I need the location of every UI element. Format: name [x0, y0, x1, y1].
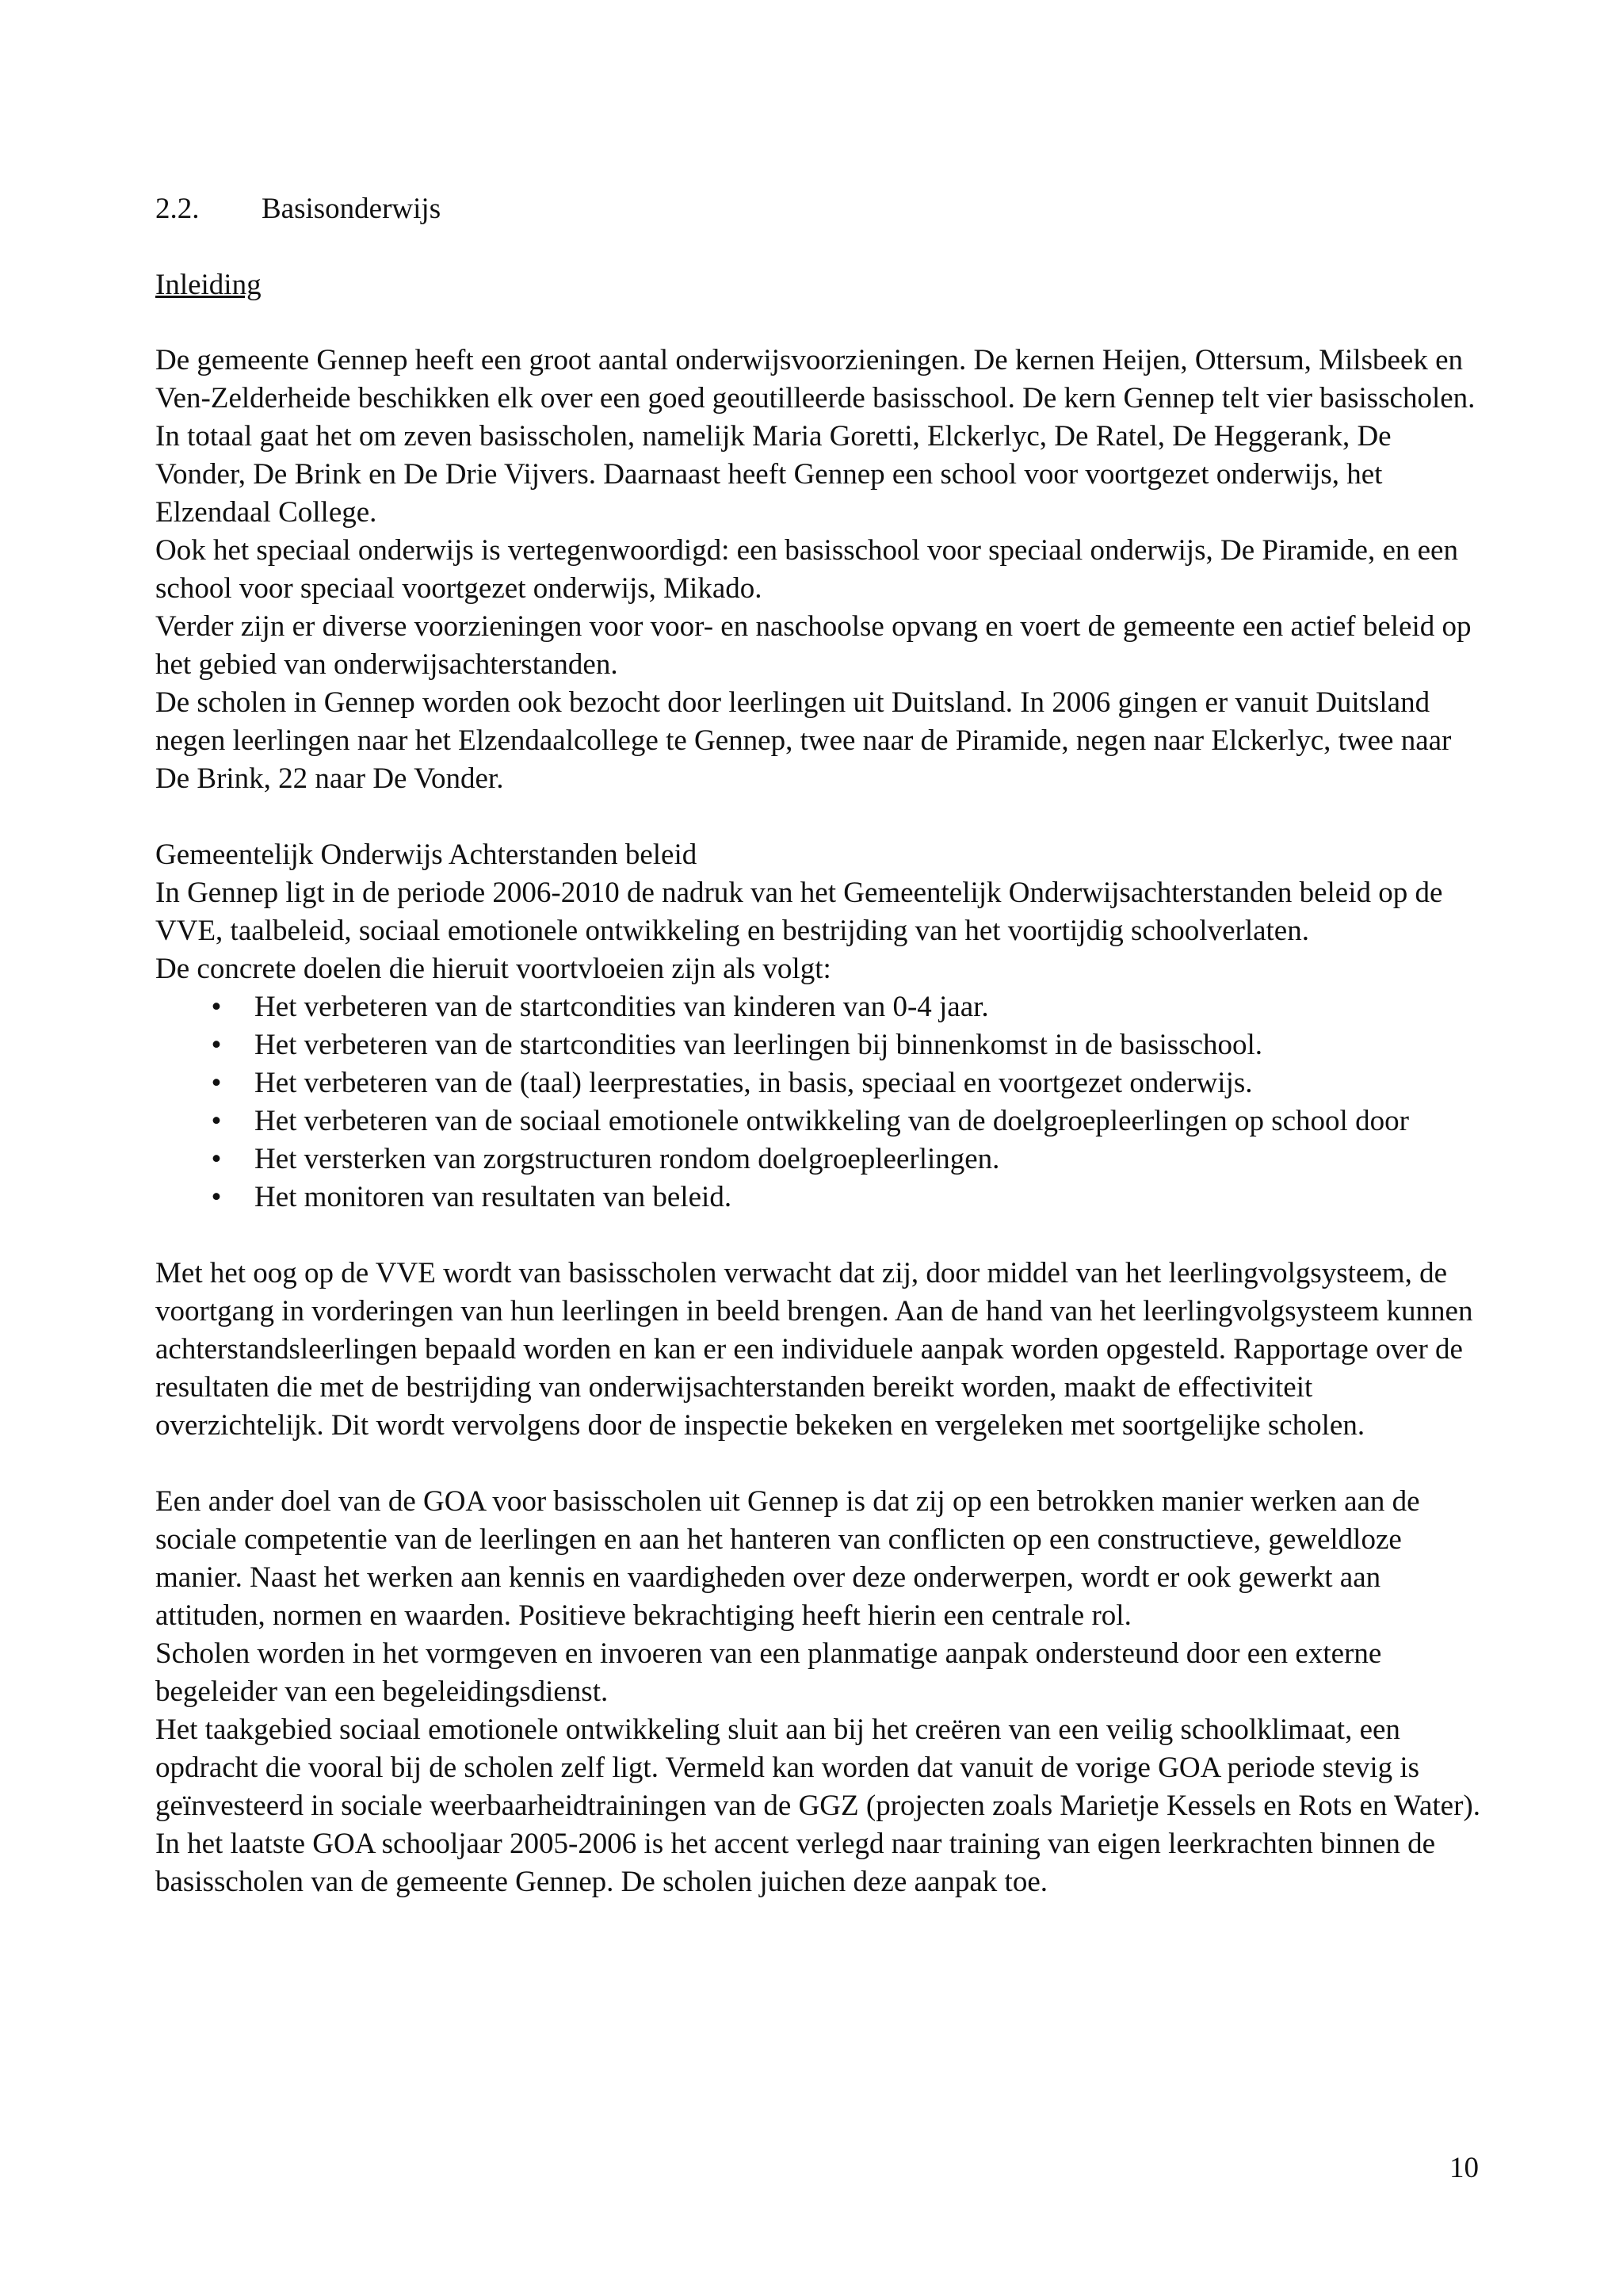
bullet-icon: •: [211, 1067, 222, 1099]
list-item: [155, 1179, 1487, 1217]
closing-paragraph: Het taakgebied sociaal emotionele ontwikkeling sluit aan bij het creëren van een veilig schoolklimaat, een opdracht die vooral bij de scholen zelf ligt. Vermeld kan worden dat vanuit de vorige GOA periode stevig is geïnvesteerd in sociale weerbaarheidtrainingen van de GGZ (projecten zoals Marietje Kessels en Rots en Water). In het laatste GOA schooljaar 2005-2006 is het accent verlegd naar training van eigen leerkrachten binnen de basisscholen van de gemeente Gennep. De scholen juichen deze aanpak toe.: [155, 1713, 1480, 1898]
goa-title: Gemeentelijk Onderwijs Achterstanden beleid: [155, 839, 697, 871]
bullet-icon: •: [211, 1105, 222, 1137]
list-item: [155, 988, 1487, 1026]
list-item: [155, 1140, 1487, 1179]
intro-paragraph: Verder zijn er diverse voorzieningen voor voor- en naschoolse opvang en voert de gemeente een actief beleid op het gebied van onderwijsachterstanden.: [155, 610, 1472, 681]
goals-intro: De concrete doelen die hieruit voortvloeien zijn als volgt:: [155, 953, 831, 985]
bullet-icon: •: [211, 1181, 222, 1213]
bullet-icon: •: [211, 1143, 222, 1175]
list-item: [155, 1026, 1487, 1064]
spacer: [155, 798, 1487, 836]
section-number: 2.2.: [155, 193, 200, 225]
closing-paragraph: Scholen worden in het vormgeven en invoeren van een planmatige aanpak ondersteund door een externe begeleider van een begeleidingsdienst.: [155, 1637, 1382, 1708]
list-item: [155, 1102, 1487, 1140]
spacer: [155, 1217, 1487, 1255]
bullet-icon: •: [211, 991, 222, 1023]
intro-paragraph: De scholen in Gennep worden ook bezocht door leerlingen uit Duitsland. In 2006 gingen er vanuit Duitsland negen leerlingen naar het Elzendaalcollege te Gennep, twee naar de Piramide, negen naar Elckerlyc, twee naar De Brink, 22 naar De Vonder.: [155, 686, 1452, 795]
goa-paragraph: In Gennep ligt in de periode 2006-2010 de nadruk van het Gemeentelijk Onderwijsachterstanden beleid op de VVE, taalbeleid, sociaal emotionele ontwikkeling en bestrijding van het voortijdig schoolverlaten.: [155, 877, 1443, 947]
subheading-inleiding: Inleiding: [155, 269, 262, 301]
document-page: [155, 190, 1487, 1901]
spacer: [155, 304, 1487, 342]
goal-text: Het monitoren van resultaten van beleid.: [254, 1181, 732, 1213]
goals-list: [155, 988, 1487, 1217]
goal-text: Het versterken van zorgstructuren rondom doelgroepleerlingen.: [254, 1143, 1000, 1175]
intro-paragraph: Ook het speciaal onderwijs is vertegenwoordigd: een basisschool voor speciaal onderwijs, De Piramide, en een school voor speciaal voortgezet onderwijs, Mikado.: [155, 534, 1458, 605]
goal-text: Het verbeteren van de sociaal emotionele ontwikkeling van de doelgroepleerlingen op school door: [254, 1105, 1409, 1137]
spacer: [155, 1445, 1487, 1483]
goal-text: Het verbeteren van de startcondities van kinderen van 0-4 jaar.: [254, 991, 989, 1023]
goal-text: Het verbeteren van de (taal) leerprestaties, in basis, speciaal en voortgezet onderwijs.: [254, 1067, 1253, 1099]
section-title: Basisonderwijs: [262, 193, 441, 225]
list-item: [155, 1064, 1487, 1102]
goal-text: Het verbeteren van de startcondities van leerlingen bij binnenkomst in de basisschool.: [254, 1029, 1263, 1061]
bullet-icon: •: [211, 1029, 222, 1061]
intro-paragraph: De gemeente Gennep heeft een groot aantal onderwijsvoorzieningen. De kernen Heijen, Ottersum, Milsbeek en Ven-Zelderheide beschikken elk over een goed geoutilleerde basisschool. De kern Gennep telt vier basisscholen. In totaal gaat het om zeven basisscholen, namelijk Maria Goretti, Elckerlyc, De Ratel, De Heggerank, De Vonder, De Brink en De Drie Vijvers. Daarnaast heeft Gennep een school voor voortgezet onderwijs, het Elzendaal College.: [155, 344, 1476, 529]
page-number: 10: [1449, 2152, 1479, 2184]
vve-paragraph: Met het oog op de VVE wordt van basisscholen verwacht dat zij, door middel van het leerlingvolgsysteem, de voortgang in vorderingen van hun leerlingen in beeld brengen. Aan de hand van het leerlingvolgsysteem kunnen achterstandsleerlingen bepaald worden en kan er een individuele aanpak worden opgesteld. Rapportage over de resultaten die met de bestrijding van onderwijsachterstanden bereikt worden, maakt de effectiviteit overzichtelijk. Dit wordt vervolgens door de inspectie bekeken en vergeleken met soortgelijke scholen.: [155, 1257, 1473, 1442]
closing-paragraph: Een ander doel van de GOA voor basisscholen uit Gennep is dat zij op een betrokken manier werken aan de sociale competentie van de leerlingen en aan het hanteren van conflicten op een constructieve, geweldloze manier. Naast het werken aan kennis en vaardigheden over deze onderwerpen, wordt er ook gewerkt aan attituden, normen en waarden. Positieve bekrachtiging heeft hierin een centrale rol.: [155, 1485, 1420, 1632]
section-heading: [155, 190, 1487, 228]
